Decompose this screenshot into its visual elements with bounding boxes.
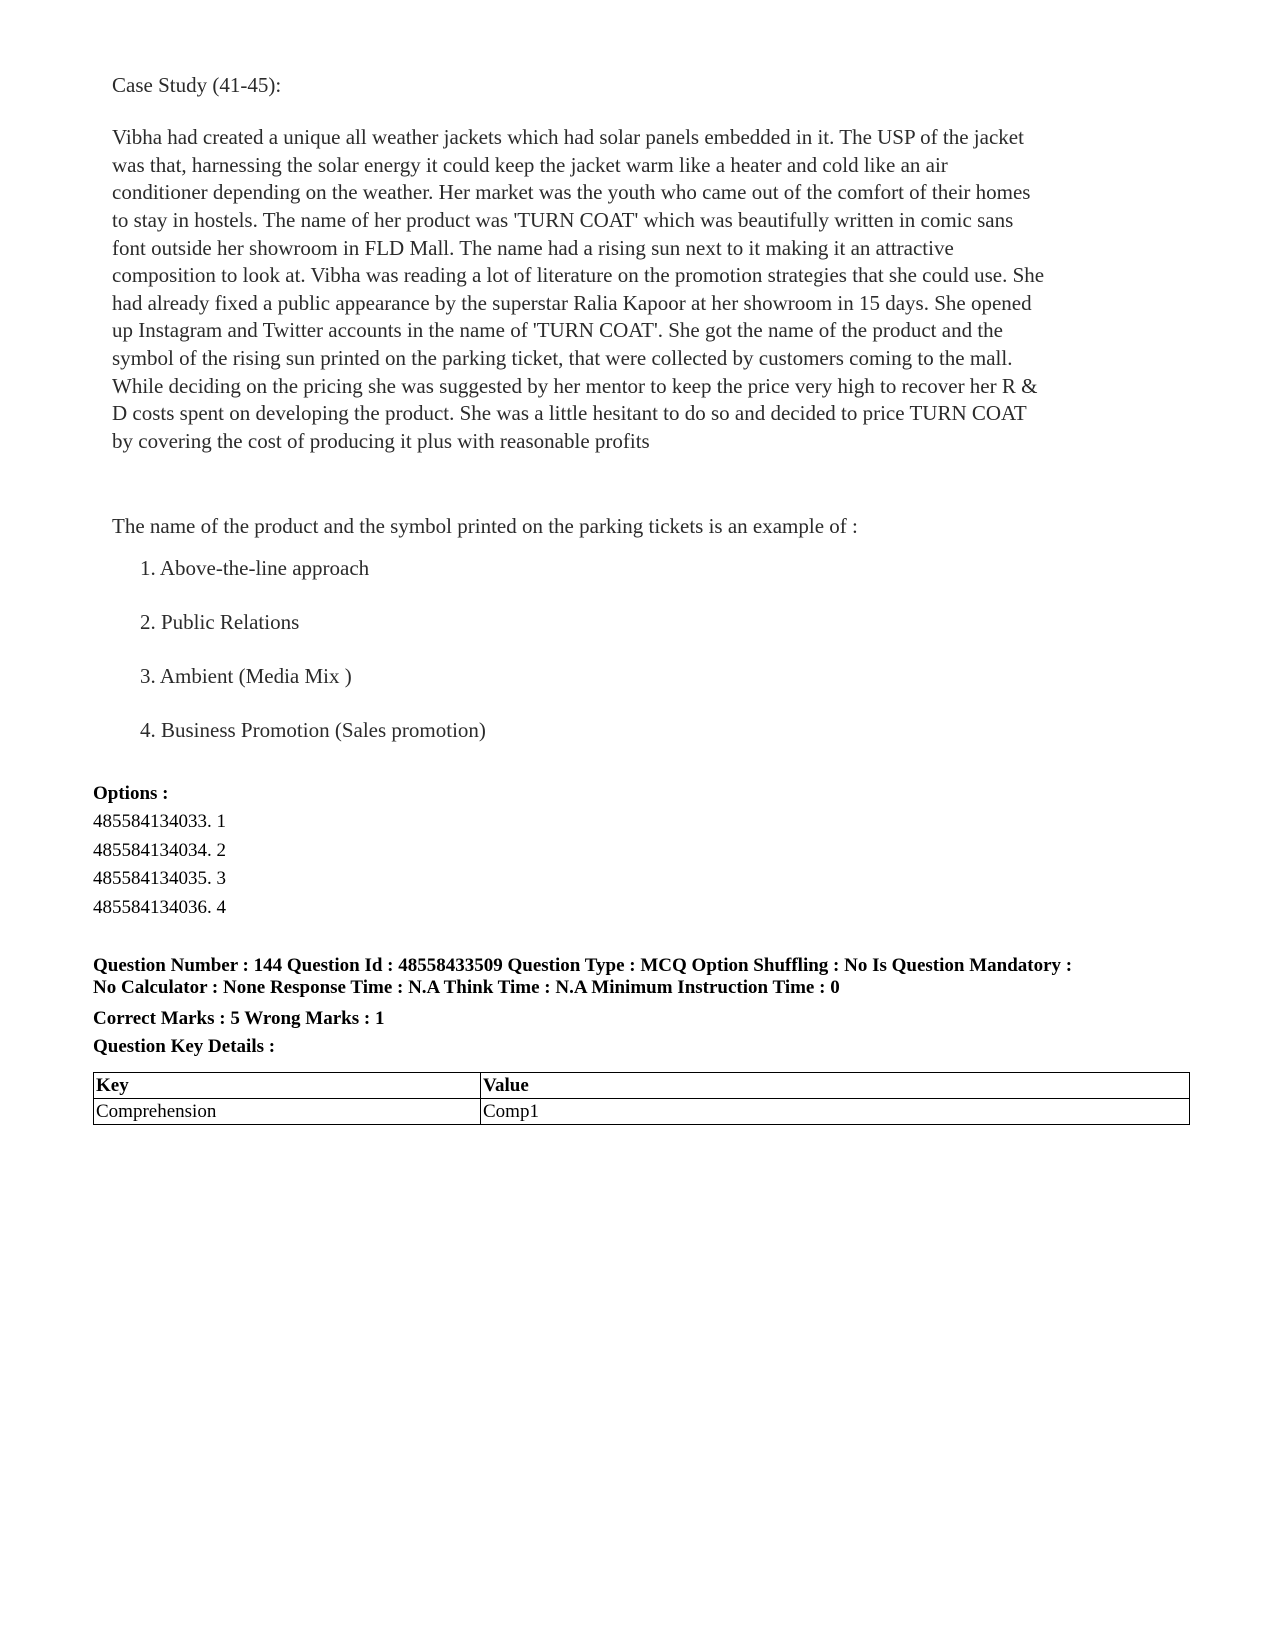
choice-item: 3. Ambient (Media Mix ) [140, 663, 352, 688]
paragraph-line: composition to look at. Vibha was reading a lot of literature on the promotion strategies that she could use. She [112, 263, 1045, 288]
key-details-label: Question Key Details : [93, 1036, 276, 1057]
paragraph-line: symbol of the rising sun printed on the parking ticket, that were collected by customers coming to the mall. [112, 346, 1013, 370]
options-label: Options : [93, 783, 169, 804]
paragraph-line: D costs spent on developing the product. She was a little hesitant to do so and decided to price TURN COAT [112, 401, 1027, 426]
choice-item: 1. Above-the-line approach [140, 555, 370, 580]
table-cell-key: Comprehension [94, 1099, 481, 1125]
option-item: 485584134035. 3 [93, 868, 226, 889]
choice-item: 4. Business Promotion (Sales promotion) [140, 717, 486, 742]
table-cell-value: Comp1 [481, 1099, 1190, 1125]
table-header-value: Value [481, 1073, 1190, 1099]
paragraph-line: was that, harnessing the solar energy it could keep the jacket warm like a heater and cold like an air [112, 152, 948, 177]
paragraph-line: to stay in hostels. The name of her product was 'TURN COAT' which was beautifully written in comic sans [112, 208, 1014, 233]
case-study-heading: Case Study (41-45): [112, 73, 282, 97]
key-details-table [93, 1072, 1190, 1125]
option-item: 485584134033. 1 [93, 811, 226, 832]
marks-line: Correct Marks : 5 Wrong Marks : 1 [93, 1008, 385, 1029]
choice-list [140, 555, 1172, 771]
option-item: 485584134036. 4 [93, 896, 226, 918]
paragraph-line: Vibha had created a unique all weather jackets which had solar panels embedded in it. The USP of the jacket [112, 125, 1024, 150]
paragraph-line: conditioner depending on the weather. Her market was the youth who came out of the comfort of their homes [112, 180, 1031, 205]
question-text: The name of the product and the symbol printed on the parking tickets is an example of : [112, 514, 858, 539]
case-study-image [112, 72, 1172, 771]
paragraph-line: had already fixed a public appearance by the superstar Ralia Kapoor at her showroom in 15 days. She opened [112, 290, 1032, 315]
paragraph-line: font outside her showroom in FLD Mall. The name had a rising sun next to it making it an attractive [112, 235, 954, 260]
case-study-paragraph [112, 124, 1172, 455]
choice-item: 2. Public Relations [140, 609, 300, 634]
paragraph-line: up Instagram and Twitter accounts in the name of 'TURN COAT'. She got the name of the product and the [112, 318, 1003, 343]
question-meta [93, 779, 1193, 1061]
question-info-line: No Calculator : None Response Time : N.A Think Time : N.A Minimum Instruction Time : 0 [93, 977, 840, 998]
table-row [94, 1099, 1190, 1125]
paragraph-line: by covering the cost of producing it plus with reasonable profits [112, 428, 650, 453]
table-header-row [94, 1073, 1190, 1099]
paragraph-line: While deciding on the pricing she was suggested by her mentor to keep the price very high to recover her R & [112, 373, 1038, 398]
option-item: 485584134034. 2 [93, 839, 226, 861]
question-info [93, 955, 1193, 999]
table-header-key: Key [94, 1073, 481, 1099]
question-info-line: Question Number : 144 Question Id : 48558433509 Question Type : MCQ Option Shuffling : No Is Question Mandatory : [93, 955, 1073, 976]
